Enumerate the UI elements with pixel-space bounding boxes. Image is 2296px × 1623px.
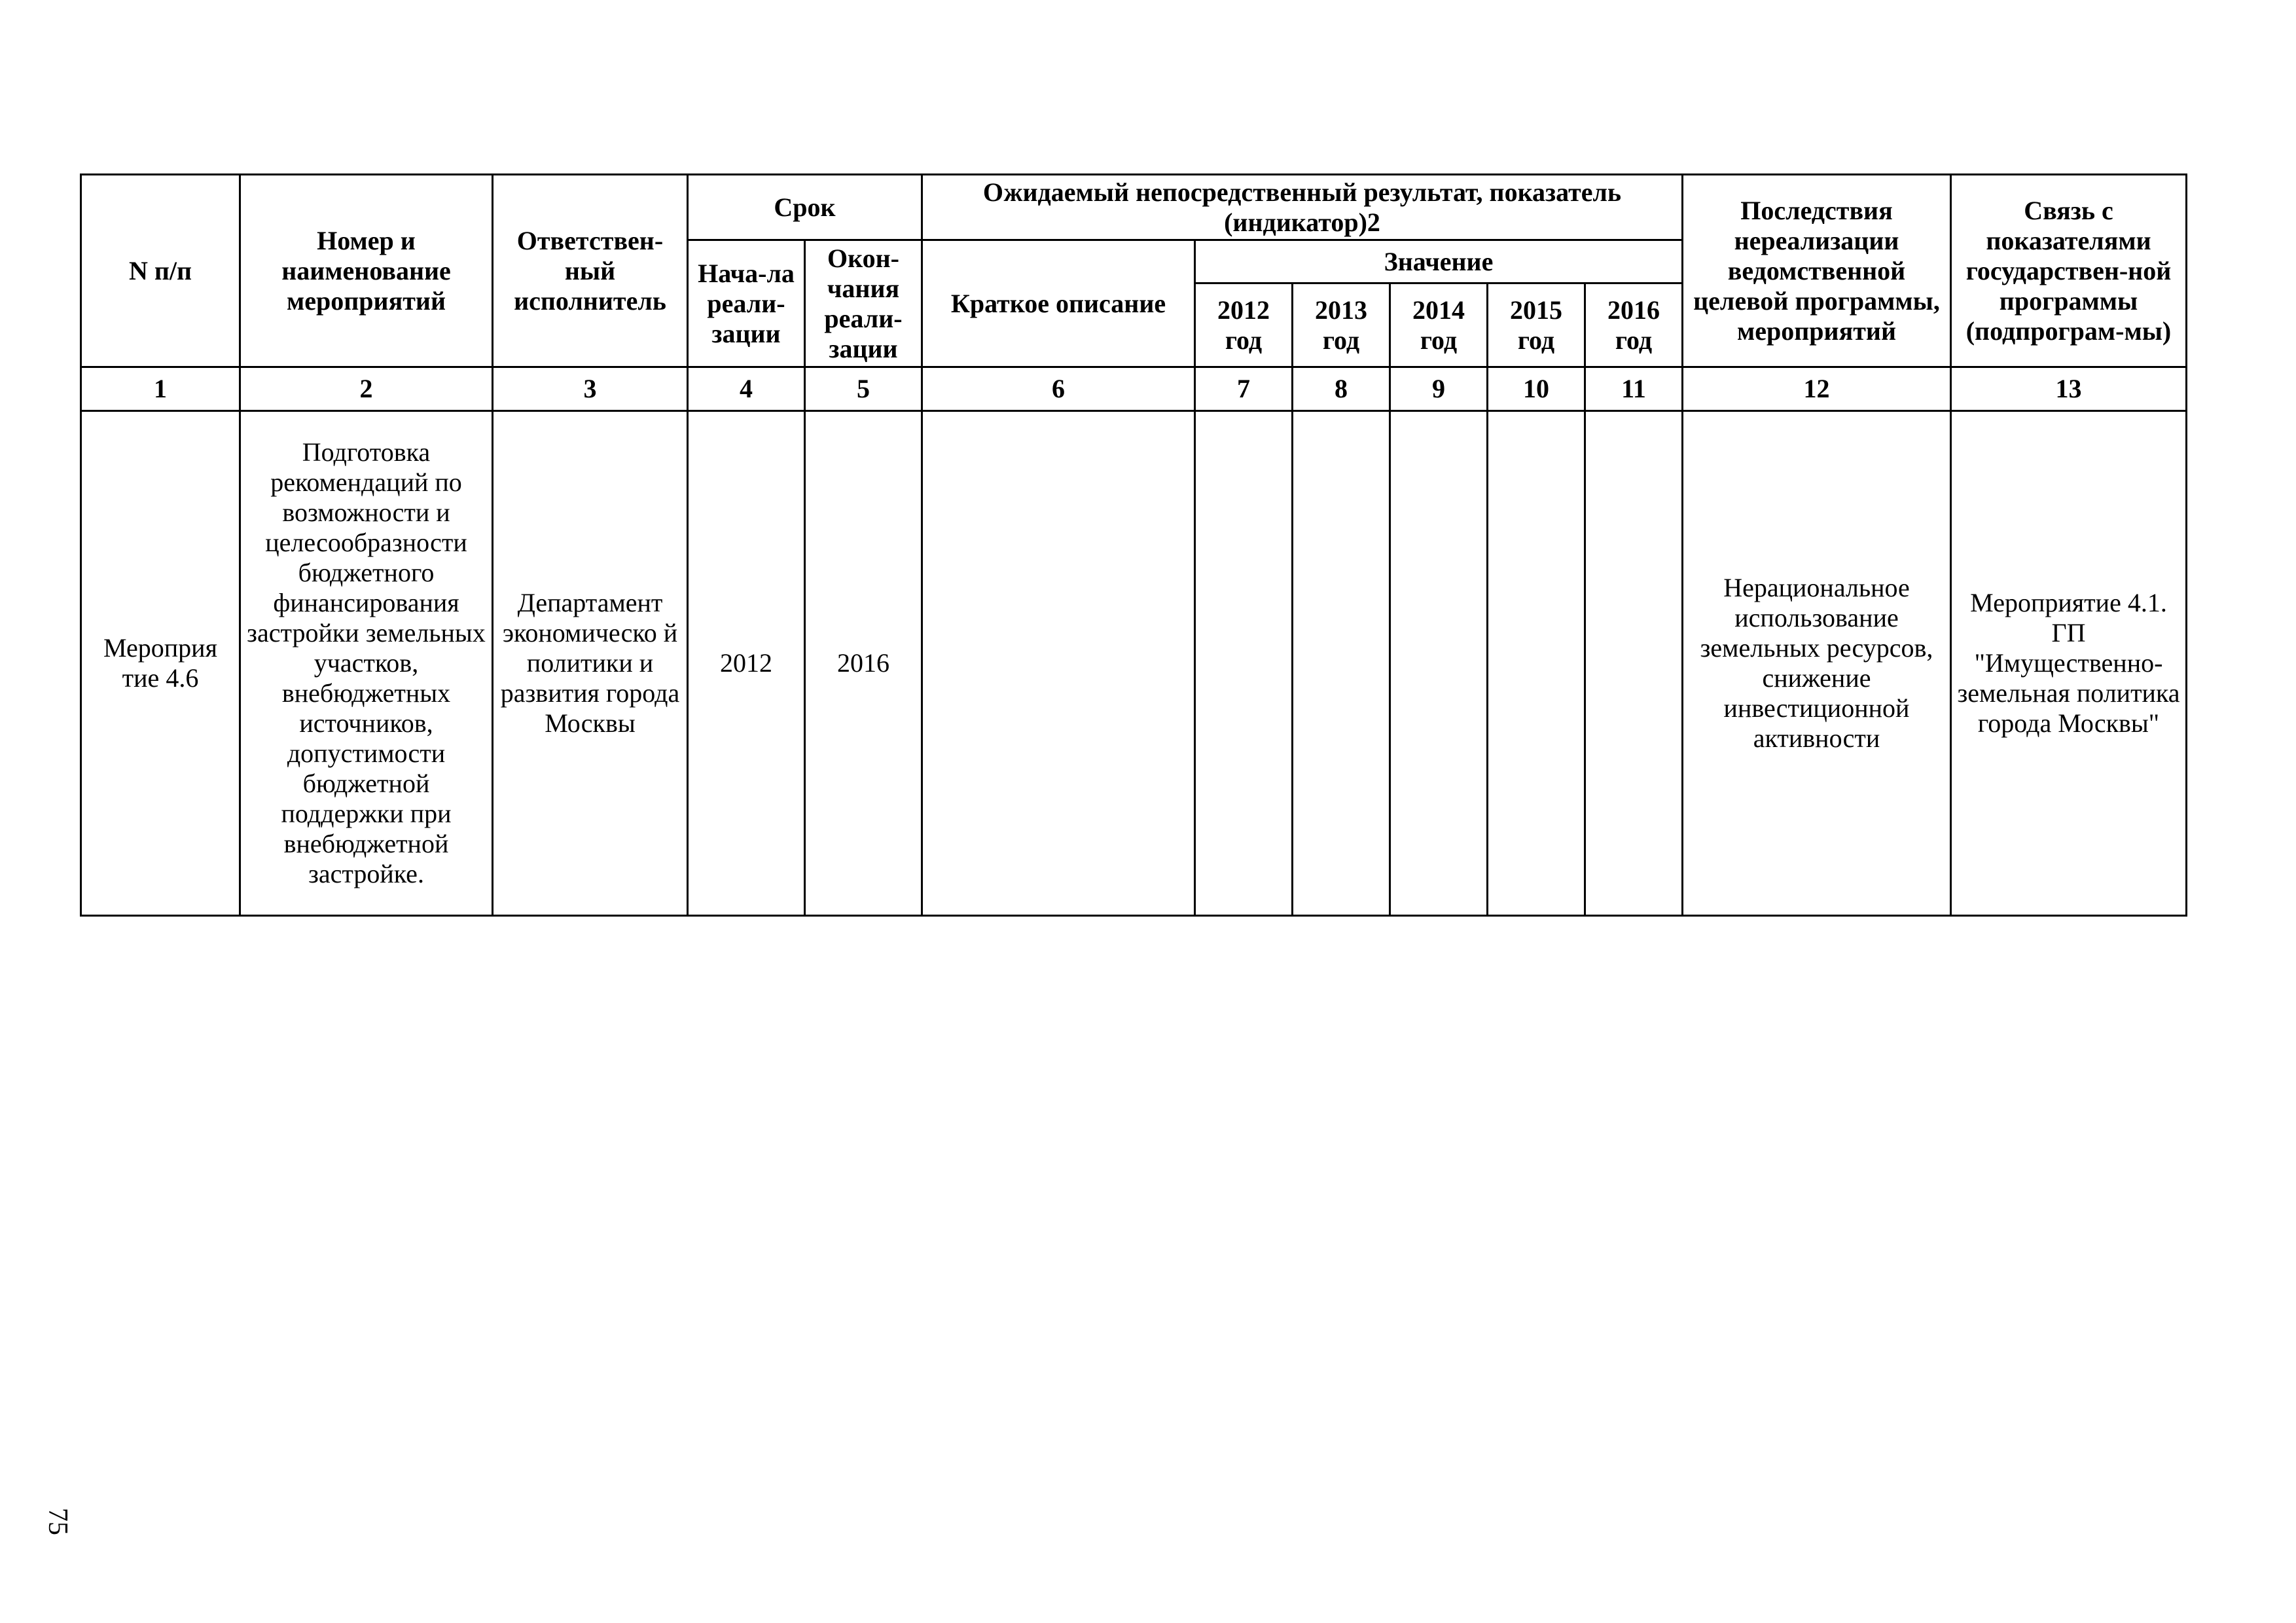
page-number: 75: [43, 1508, 73, 1535]
column-number: 8: [1293, 367, 1390, 411]
column-number: 5: [805, 367, 922, 411]
value-2013-cell: [1293, 411, 1390, 916]
column-number: 13: [1951, 367, 2187, 411]
header-consequences: Последствия нереализации ведомственной целевой программы, мероприятий: [1683, 175, 1951, 367]
column-number: 3: [493, 367, 688, 411]
column-number: 1: [81, 367, 240, 411]
activity-name: Подготовка рекомендаций по возможности и целесообразности бюджетного финансирования застройки земельных участков, внебюджетных источников, допустимости бюджетной поддержки при внебюджетной застройке.: [240, 411, 493, 916]
header-value: Значение: [1195, 240, 1683, 283]
column-number: 6: [922, 367, 1195, 411]
column-number: 7: [1195, 367, 1293, 411]
activity-number: Мероприя тие 4.6: [81, 411, 240, 916]
column-number: 2: [240, 367, 493, 411]
value-2012-cell: [1195, 411, 1293, 916]
short-description-cell: [922, 411, 1195, 916]
header-year-2015: 2015 год: [1488, 283, 1585, 367]
header-activity-name: Номер и наименование мероприятий: [240, 175, 493, 367]
header-term-end: Окон-чания реали-зации: [805, 240, 922, 367]
column-number: 10: [1488, 367, 1585, 411]
consequences-cell: Нерациональное использование земельных ресурсов, снижение инвестиционной активности: [1683, 411, 1951, 916]
header-year-2016: 2016 год: [1585, 283, 1683, 367]
column-number: 9: [1390, 367, 1488, 411]
column-number: 11: [1585, 367, 1683, 411]
header-term-start: Нача-ла реали-зации: [688, 240, 805, 367]
end-year: 2016: [805, 411, 922, 916]
header-program-link: Связь с показателями государствен-ной программы (подпрограм-мы): [1951, 175, 2187, 367]
header-expected-result: Ожидаемый непосредственный результат, показатель (индикатор)2: [922, 175, 1683, 240]
program-link-cell: Мероприятие 4.1. ГП "Имущественно-земельная политика города Москвы": [1951, 411, 2187, 916]
header-executor: Ответствен-ный исполнитель: [493, 175, 688, 367]
value-2014-cell: [1390, 411, 1488, 916]
value-2015-cell: [1488, 411, 1585, 916]
header-number: N п/п: [81, 175, 240, 367]
start-year: 2012: [688, 411, 805, 916]
header-year-2012: 2012 год: [1195, 283, 1293, 367]
header-year-2013: 2013 год: [1293, 283, 1390, 367]
program-activities-table: [80, 173, 2187, 917]
column-number-row: [81, 367, 2187, 411]
header-short-description: Краткое описание: [922, 240, 1195, 367]
column-number: 4: [688, 367, 805, 411]
responsible-executor: Департамент экономическо й политики и развития города Москвы: [493, 411, 688, 916]
header-term: Срок: [688, 175, 922, 240]
value-2016-cell: [1585, 411, 1683, 916]
header-year-2014: 2014 год: [1390, 283, 1488, 367]
column-number: 12: [1683, 367, 1951, 411]
table-row: [81, 411, 2187, 916]
